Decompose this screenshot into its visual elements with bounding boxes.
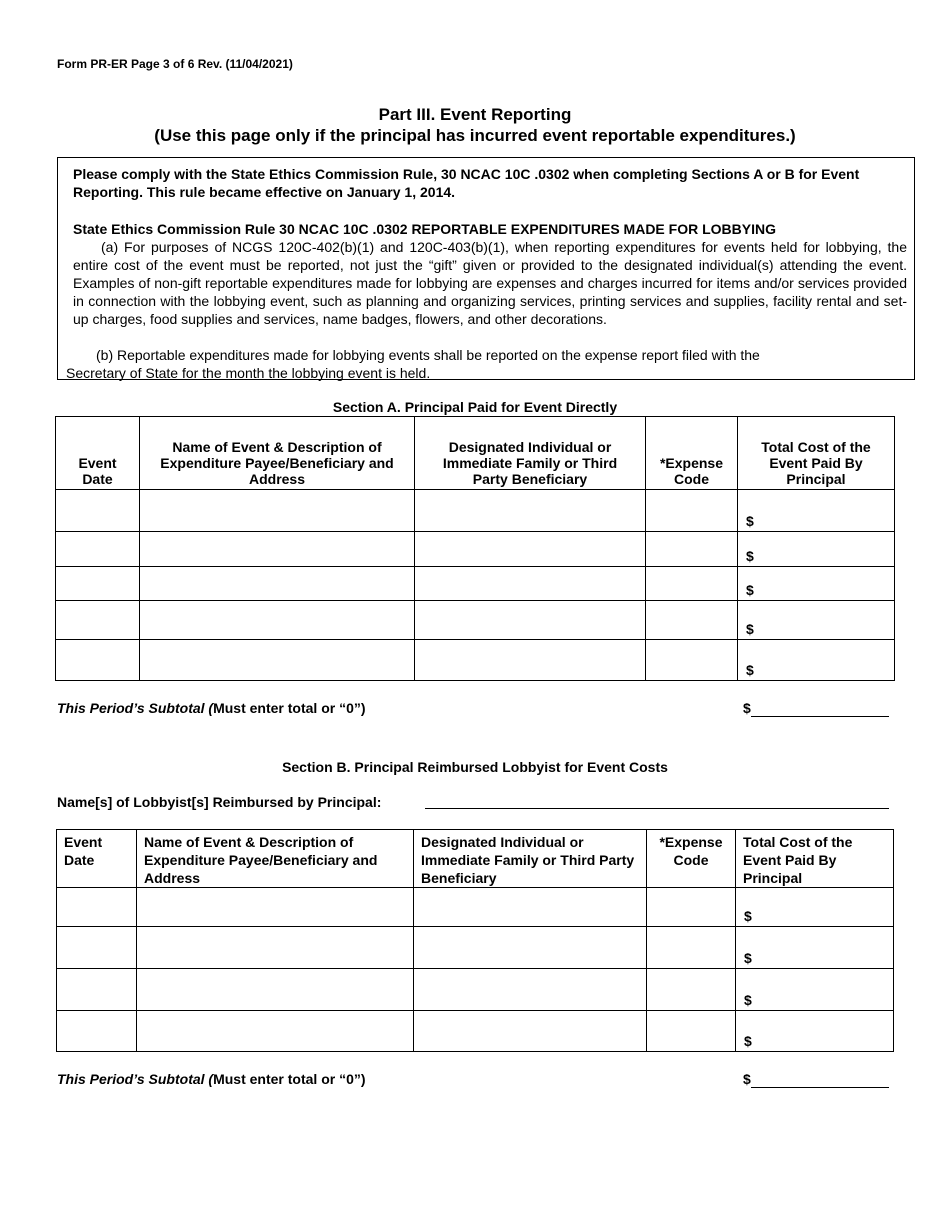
event-date-cell[interactable] [57,969,137,1011]
event-date-cell[interactable] [56,601,140,640]
table-row [56,640,895,681]
subtotal-note: Must enter total or “0”) [213,1071,366,1087]
expense-code-cell[interactable] [647,927,736,969]
table-row [57,927,894,969]
total-cost-cell[interactable]: $ [736,969,894,1011]
table-row [56,567,895,601]
expense-code-cell[interactable] [646,490,738,532]
header-designated-individual: Designated Individual or Immediate Family or Third Party Beneficiary [415,417,646,490]
event-name-cell[interactable] [137,888,414,927]
dollar-sign: $ [743,1071,751,1087]
form-id: Form PR-ER Page 3 of 6 Rev. (11/04/2021) [57,57,293,71]
section-b-table [56,829,894,1052]
header-expense-code: *Expense Code [647,830,736,888]
event-date-cell[interactable] [56,532,140,567]
event-date-cell[interactable] [56,567,140,601]
table-row [56,490,895,532]
event-date-cell[interactable] [57,888,137,927]
header-event-name: Name of Event & Description of Expenditure Payee/Beneficiary and Address [140,417,415,490]
designated-cell[interactable] [414,888,647,927]
header-total-cost: Total Cost of the Event Paid By Principal [736,830,894,888]
designated-cell[interactable] [415,601,646,640]
subtotal-blank-line[interactable] [751,1071,889,1088]
section-a-subtotal-field[interactable] [743,700,889,717]
event-name-cell[interactable] [137,1011,414,1052]
expense-code-cell[interactable] [646,640,738,681]
subtotal-italic: This Period’s Subtotal ( [57,700,214,716]
table-row [56,601,895,640]
header-expense-code: *Expense Code [646,417,738,490]
designated-cell[interactable] [414,1011,647,1052]
section-b-title: Section B. Principal Reimbursed Lobbyist for Event Costs [282,759,668,775]
total-cost-cell[interactable]: $ [736,888,894,927]
section-a-subtotal-label [57,700,366,716]
event-name-cell[interactable] [140,601,415,640]
header-event-date: Event Date [56,417,140,490]
rule-paragraph-a: (a) For purposes of NCGS 120C-402(b)(1) and 120C-403(b)(1), when reporting expenditures for events held for lobbying, the entire cost of the event must be reported, not just the “gift” given or provided to the designated individual(s) attending the event. Examples of non-gift reportable expenditures made for lobbying are expenses and charges incurred for items and/or services provided in connection with the lobbying event, such as planning and organizing services, printing services and supplies, facility rental and set-up charges, food supplies and services, name badges, flowers, and other decorations. [73,239,907,327]
rule-intro: Please comply with the State Ethics Commission Rule, 30 NCAC 10C .0302 when completing Sections A or B for Event Reporting. This rule became effective on January 1, 2014. [73,166,860,200]
total-cost-cell[interactable]: $ [738,567,895,601]
table-row [57,888,894,927]
expense-code-cell[interactable] [646,532,738,567]
total-cost-cell[interactable]: $ [736,1011,894,1052]
event-name-cell[interactable] [140,532,415,567]
header-total-cost: Total Cost of the Event Paid By Principal [738,417,895,490]
section-a-title: Section A. Principal Paid for Event Directly [332,399,618,415]
designated-cell[interactable] [415,640,646,681]
section-b-subtotal-field[interactable] [743,1071,889,1088]
event-date-cell[interactable] [56,640,140,681]
designated-cell[interactable] [415,532,646,567]
designated-cell[interactable] [414,927,647,969]
rule-heading: State Ethics Commission Rule 30 NCAC 10C .0302 REPORTABLE EXPENDITURES MADE FOR LOBBYING [73,221,776,237]
expense-code-cell[interactable] [647,888,736,927]
designated-cell[interactable] [415,567,646,601]
subtotal-blank-line[interactable] [751,700,889,717]
total-cost-cell[interactable]: $ [738,490,895,532]
header-event-date: Event Date [57,830,137,888]
page-title: Part III. Event Reporting [378,105,572,124]
table-row [57,1011,894,1052]
dollar-sign: $ [743,700,751,716]
total-cost-cell[interactable]: $ [738,601,895,640]
event-name-cell[interactable] [140,567,415,601]
expense-code-cell[interactable] [646,567,738,601]
lobbyist-names-field[interactable] [425,794,889,809]
section-b-subtotal-label [57,1071,366,1087]
expense-code-cell[interactable] [646,601,738,640]
page-subtitle: (Use this page only if the principal has incurred event reportable expenditures.) [154,126,796,145]
subtotal-italic: This Period’s Subtotal ( [57,1071,214,1087]
header-event-name: Name of Event & Description of Expenditure Payee/Beneficiary and Address [137,830,414,888]
total-cost-cell[interactable]: $ [738,532,895,567]
rule-paragraph-b-line1: (b) Reportable expenditures made for lobbying events shall be reported on the expense report filed with the [96,347,760,363]
total-cost-cell[interactable]: $ [736,927,894,969]
rule-box [57,157,915,380]
header-designated-individual: Designated Individual or Immediate Family or Third Party Beneficiary [414,830,647,888]
rule-paragraph-b-line2: Secretary of State for the month the lobbying event is held. [66,365,431,381]
expense-code-cell[interactable] [647,969,736,1011]
section-a-table [55,416,895,681]
total-cost-cell[interactable]: $ [738,640,895,681]
designated-cell[interactable] [414,969,647,1011]
event-name-cell[interactable] [137,927,414,969]
event-date-cell[interactable] [57,927,137,969]
event-name-cell[interactable] [140,490,415,532]
table-row [56,532,895,567]
subtotal-note: Must enter total or “0”) [213,700,366,716]
designated-cell[interactable] [415,490,646,532]
event-name-cell[interactable] [137,969,414,1011]
event-name-cell[interactable] [140,640,415,681]
expense-code-cell[interactable] [647,1011,736,1052]
event-date-cell[interactable] [57,1011,137,1052]
lobbyist-names-label: Name[s] of Lobbyist[s] Reimbursed by Principal: [57,794,382,810]
table-row [57,969,894,1011]
event-date-cell[interactable] [56,490,140,532]
